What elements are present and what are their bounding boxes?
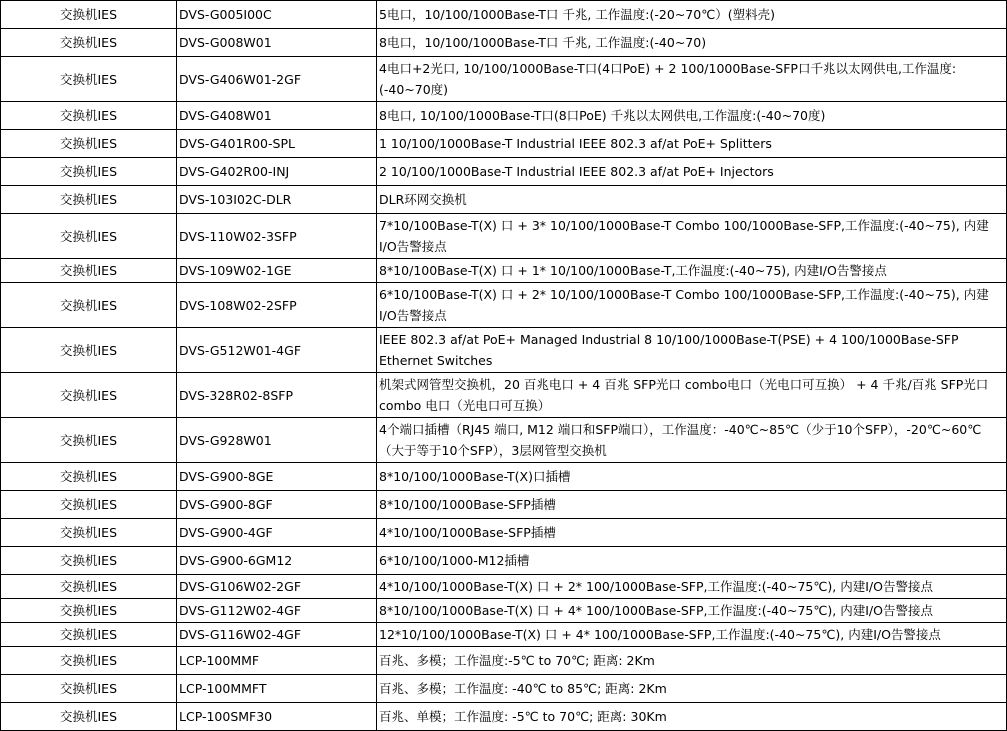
description-cell [377,519,1007,547]
description-text: 4*10/100/1000Base-T(X) 口 + 2* 100/1000Base-SFP,工作温度:(-40~75℃), 内建I/O告警接点 [379,579,933,594]
model-cell: DVS-G408W01 [177,102,377,130]
description-cell [377,259,1007,283]
model-cell: DVS-G402R00-INJ [177,158,377,186]
description-cell [377,1,1007,29]
category-cell: 交换机IES [1,675,177,703]
model-cell: DVS-110W02-3SFP [177,214,377,259]
description-text: 8电口，10/100/1000Base-T口 千兆, 工作温度:(-40~70) [379,35,707,50]
category-cell: 交换机IES [1,575,177,599]
description-text: IEEE 802.3 af/at PoE+ Managed Industrial 8 10/100/1000Base-T(PSE) + 4 100/1000Base-SFP Ethernet Switches [379,332,959,368]
table-row [1,328,1007,373]
table-row [1,623,1007,647]
model-cell: DVS-109W02-1GE [177,259,377,283]
description-text: 8*10/100/1000Base-T(X) 口 + 4* 100/1000Base-SFP,工作温度:(-40~75℃), 内建I/O告警接点 [379,603,933,618]
description-cell [377,29,1007,57]
category-cell: 交换机IES [1,703,177,731]
description-text: 百兆、多模；工作温度:-5℃ to 70℃; 距离: 2Km [379,653,655,668]
category-cell: 交换机IES [1,599,177,623]
category-cell: 交换机IES [1,547,177,575]
description-cell [377,647,1007,675]
description-cell [377,418,1007,463]
description-text: 4电口+2光口, 10/100/1000Base-T口(4口PoE) + 2 100/1000Base-SFP口千兆以太网供电,工作温度:(-40~70度) [379,61,957,97]
category-cell: 交换机IES [1,158,177,186]
description-cell [377,214,1007,259]
description-text: 4*10/100/1000Base-SFP插槽 [379,525,556,540]
model-cell: DVS-G406W01-2GF [177,57,377,102]
model-cell: DVS-G900-8GE [177,463,377,491]
description-text: 2 10/100/1000Base-T Industrial IEEE 802.3 af/at PoE+ Injectors [379,164,774,179]
model-cell: DVS-G112W02-4GF [177,599,377,623]
description-text: 6*10/100Base-T(X) 口 + 2* 10/100/1000Base-T Combo 100/1000Base-SFP,工作温度:(-40~75), 内建I/O告警接点 [379,287,989,323]
description-cell [377,373,1007,418]
category-cell: 交换机IES [1,373,177,418]
description-cell [377,57,1007,102]
model-cell: DVS-328R02-8SFP [177,373,377,418]
description-cell [377,158,1007,186]
model-cell: DVS-G106W02-2GF [177,575,377,599]
table-row [1,675,1007,703]
category-cell: 交换机IES [1,57,177,102]
category-cell: 交换机IES [1,29,177,57]
description-cell [377,675,1007,703]
table-row [1,519,1007,547]
category-cell: 交换机IES [1,130,177,158]
description-text: 8电口, 10/100/1000Base-T口(8口PoE) 千兆以太网供电,工作温度:(-40~70度) [379,108,826,123]
category-cell: 交换机IES [1,102,177,130]
description-cell [377,623,1007,647]
description-cell [377,463,1007,491]
category-cell: 交换机IES [1,647,177,675]
description-text: 机架式网管型交换机，20 百兆电口 + 4 百兆 SFP光口 combo电口（光电口可互换） + 4 千兆/百兆 SFP光口 combo 电口（光电口可互换） [379,377,989,413]
table-row [1,547,1007,575]
description-text: 1 10/100/1000Base-T Industrial IEEE 802.3 af/at PoE+ Splitters [379,136,772,151]
description-cell [377,130,1007,158]
description-text: 4个端口插槽（RJ45 端口, M12 端口和SFP端口），工作温度：-40℃~85℃（少于10个SFP），-20℃~60℃（大于等于10个SFP），3层网管型交换机 [379,422,982,458]
model-cell: LCP-100MMFT [177,675,377,703]
table-row [1,373,1007,418]
table-row [1,647,1007,675]
model-cell: DVS-G900-6GM12 [177,547,377,575]
category-cell: 交换机IES [1,519,177,547]
description-text: 6*10/100/1000-M12插槽 [379,553,530,568]
table-row [1,491,1007,519]
table-row [1,599,1007,623]
description-cell [377,491,1007,519]
category-cell: 交换机IES [1,283,177,328]
description-text: DLR环网交换机 [379,192,467,207]
table-row [1,214,1007,259]
model-cell: LCP-100MMF [177,647,377,675]
description-text: 5电口，10/100/1000Base-T口 千兆, 工作温度:(-20~70℃）(塑料壳) [379,7,775,22]
table-row [1,463,1007,491]
description-cell [377,547,1007,575]
category-cell: 交换机IES [1,1,177,29]
table-row [1,130,1007,158]
table-row [1,57,1007,102]
category-cell: 交换机IES [1,214,177,259]
model-cell: DVS-G900-8GF [177,491,377,519]
table-row [1,418,1007,463]
model-cell: DVS-G900-4GF [177,519,377,547]
category-cell: 交换机IES [1,186,177,214]
table-row [1,283,1007,328]
table-row [1,158,1007,186]
description-cell [377,186,1007,214]
category-cell: 交换机IES [1,623,177,647]
description-text: 百兆、单模；工作温度: -5℃ to 70℃; 距离: 30Km [379,709,667,724]
description-text: 8*10/100Base-T(X) 口 + 1* 10/100/1000Base-T,工作温度:(-40~75), 内建I/O告警接点 [379,263,887,278]
description-cell [377,328,1007,373]
model-cell: DVS-G401R00-SPL [177,130,377,158]
model-cell: DVS-G005I00C [177,1,377,29]
category-cell: 交换机IES [1,491,177,519]
category-cell: 交换机IES [1,328,177,373]
model-cell: DVS-G008W01 [177,29,377,57]
table-row [1,29,1007,57]
category-cell: 交换机IES [1,463,177,491]
model-cell: DVS-108W02-2SFP [177,283,377,328]
table-row [1,102,1007,130]
table-row [1,259,1007,283]
category-cell: 交换机IES [1,259,177,283]
description-text: 百兆、多模；工作温度: -40℃ to 85℃; 距离: 2Km [379,681,667,696]
table-row [1,186,1007,214]
model-cell: LCP-100SMF30 [177,703,377,731]
description-text: 12*10/100/1000Base-T(X) 口 + 4* 100/1000Base-SFP,工作温度:(-40~75℃), 内建I/O告警接点 [379,627,941,642]
model-cell: DVS-G512W01-4GF [177,328,377,373]
description-cell [377,575,1007,599]
description-text: 8*10/100/1000Base-T(X)口插槽 [379,469,571,484]
description-text: 7*10/100Base-T(X) 口 + 3* 10/100/1000Base-T Combo 100/1000Base-SFP,工作温度:(-40~75), 内建I/O告警接点 [379,218,989,254]
description-cell [377,599,1007,623]
table-row [1,1,1007,29]
table-row [1,575,1007,599]
model-cell: DVS-G116W02-4GF [177,623,377,647]
model-cell: DVS-G928W01 [177,418,377,463]
model-cell: DVS-103I02C-DLR [177,186,377,214]
description-text: 8*10/100/1000Base-SFP插槽 [379,497,556,512]
description-cell [377,283,1007,328]
category-cell: 交换机IES [1,418,177,463]
description-cell [377,102,1007,130]
